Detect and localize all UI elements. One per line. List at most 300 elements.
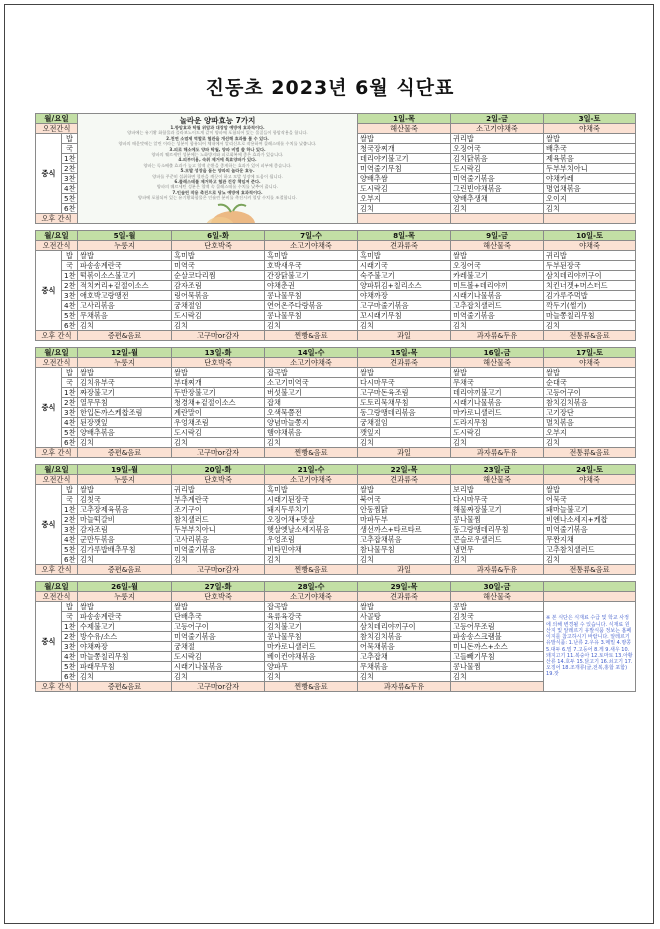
onion-notice-line: 1.항암효과 탁월 위암과 대장암 예방에 효과적이다. [170,125,265,130]
menu-item: 흑미밥 [172,251,265,261]
menu-item: 김치 [78,672,172,682]
menu-item: 육류육강국 [265,612,358,622]
page-title: 진동초 2023년 6월 식단표 [205,77,455,99]
pm-snack: 과일 [358,331,451,341]
week-header-row [36,231,636,241]
am-snack-row [36,241,636,251]
menu-item: 시래기국 [358,261,451,271]
meal-category: 밥 [62,251,78,261]
menu-item: 치킨너겟+머스터드 [544,281,636,291]
am-snack: 단호박죽 [172,241,265,251]
am-snack: 해산물죽 [451,475,544,485]
am-snack: 소고기야채죽 [265,358,358,368]
day-date: 8일-목 [358,231,451,241]
am-snack: 해산물죽 [358,124,451,134]
am-snack [544,592,636,602]
day-date: 14일-수 [265,348,358,358]
menu-item: 김치 [265,321,358,331]
am-snack: 견과류죽 [358,358,451,368]
day-date: 23일-금 [451,465,544,475]
menu-item: 미역국 [172,261,265,271]
menu-item: 미역줄기볶음 [544,525,636,535]
day-date: 27일-화 [172,582,265,592]
menu-item: 감자조림 [172,281,265,291]
menu-item: 김치 [544,555,636,565]
menu-item: 쌀밥 [78,368,172,378]
menu-item: 무채볶음 [78,311,172,321]
meal-category: 3찬 [62,174,78,184]
menu-item: 김치닭볶음 [451,154,544,164]
menu-item: 쌀밥 [358,602,451,612]
menu-item: 배추국 [544,144,636,154]
week-spacer-cell [36,458,636,465]
meal-row [36,418,636,428]
meal-row [36,291,636,301]
pm-snack-row [36,565,636,575]
day-date: 12일-월 [78,348,172,358]
menu-item: 마늘떡갈비 [78,515,172,525]
menu-item: 야채카레 [544,174,636,184]
menu-item: 고추참치샐러드 [544,545,636,555]
menu-item: 부추계란국 [172,495,265,505]
week-header-row [36,348,636,358]
menu-item: 잡곡밥 [265,602,358,612]
menu-item: 고추잡채볶음 [358,535,451,545]
am-snack: 야채죽 [544,124,636,134]
onion-notice-line: 양파에 포함되어 있는 유기황화합물은 인슐린 분비를 촉진시켜 혈당 수치를 조절합니다. [138,195,297,201]
day-date: 7일-수 [265,231,358,241]
meal-category: 국 [62,495,78,505]
day-date: 28일-수 [265,582,358,592]
menu-item: 소고기미역국 [265,378,358,388]
pm-snack: 전통류&음료 [544,448,636,458]
menu-item: 미니돈까스+소스 [451,642,544,652]
meal-row [36,398,636,408]
menu-item: 귀리밥 [451,134,544,144]
pm-snack-label: 오후 간식 [36,565,78,575]
menu-item: 보리밥 [451,485,544,495]
pm-snack-label: 오후 간식 [36,214,78,224]
menu-item: 군만두볶음 [78,535,172,545]
menu-item: 햇살옛날소세지볶음 [265,525,358,535]
lunch-label: 중식 [36,485,62,565]
menu-item: 미역줄기무침 [358,164,451,174]
menu-item: 감자조림 [78,525,172,535]
menu-item: 김치 [265,672,358,682]
am-snack: 소고기야채죽 [265,592,358,602]
menu-item: 데리야끼불고기 [451,388,544,398]
meal-category: 4찬 [62,535,78,545]
menu-page [4,4,654,924]
onion-notice-line: 양파의 퀘르세틴 성분은 혈액 속 콜레스테롤 수치를 낮추어 줍니다. [156,184,279,190]
menu-item: 흑미밥 [265,251,358,261]
menu-item: 콩나물무침 [265,291,358,301]
menu-item: 마늘쫑칠리무침 [544,311,636,321]
pm-snack: 고구마or감자 [172,331,265,341]
menu-item: 김치유부국 [78,378,172,388]
menu-item: 미역줄기볶음 [172,545,265,555]
menu-item: 흑미밥 [358,251,451,261]
meal-category: 4찬 [62,418,78,428]
day-date: 30일-금 [451,582,544,592]
allergy-notice [544,602,636,692]
am-snack: 견과류죽 [358,475,451,485]
day-date: 2일-금 [451,114,544,124]
week-header-row [36,465,636,475]
onion-notice-line: 양파를 꾸준히 섭취하면 혈관을 깨끗이 하고 모발 성장에 도움이 됩니다. [152,173,283,179]
menu-item: 궁채절임 [172,301,265,311]
meal-category: 5찬 [62,194,78,204]
day-date: 10일-토 [544,231,636,241]
menu-item: 마파두부 [358,515,451,525]
menu-item: 고사리볶음 [172,535,265,545]
menu-item: 오징어국 [451,144,544,154]
pm-snack-row [36,331,636,341]
pm-snack: 과자류&두유 [358,682,451,692]
menu-item: 조기구이 [172,505,265,515]
menu-item: 두반장불고기 [172,388,265,398]
meal-row [36,301,636,311]
menu-item: 콩나물무침 [265,311,358,321]
menu-item: 미역줄기볶음 [172,632,265,642]
pm-snack-label: 오후 간식 [36,331,78,341]
menu-item: 시래기된장국 [265,495,358,505]
menu-item: 돼마늘불고기 [544,505,636,515]
week-spacer-cell [36,575,636,582]
lunch-label: 중식 [36,251,62,331]
onion-icon [198,200,268,224]
meal-category: 5찬 [62,428,78,438]
week-spacer-cell [36,224,636,231]
meal-category: 6찬 [62,672,78,682]
menu-item: 잡채 [265,398,358,408]
pm-snack: 증편&음료 [78,331,172,341]
day-date: 24일-토 [544,465,636,475]
day-date: 20일-화 [172,465,265,475]
menu-item: 간장닭불고기 [265,271,358,281]
am-snack-row [36,475,636,485]
meal-row [36,261,636,271]
meal-row [36,485,636,495]
meal-category: 4찬 [62,301,78,311]
am-snack: 해산물죽 [451,358,544,368]
meal-row [36,368,636,378]
menu-item: 쌀밥 [78,251,172,261]
menu-item: 데리야키불고기 [358,154,451,164]
day-date: 15일-목 [358,348,451,358]
meal-category: 3찬 [62,291,78,301]
pm-snack [544,214,636,224]
meal-row [36,495,636,505]
menu-item: 야채까장 [358,291,451,301]
onion-notice-line: 3.피로 해소에도 양파 탁월, 양파 비법 쓸 하나 있다. [169,146,266,152]
menu-item: 고등어무조림 [451,622,544,632]
menu-item: 콘슬로우샐러드 [451,535,544,545]
menu-item: 삼치데리야끼구이 [544,271,636,281]
pm-snack-label: 오후 간식 [36,448,78,458]
meal-category: 1찬 [62,505,78,515]
onion-notice-line: 6.콜레스테롤 제거하고 혈관 건강 책임져 준다. [174,179,261,185]
onion-notice-body [80,116,355,224]
day-date: 26일-월 [78,582,172,592]
menu-item: 참치김치볶음 [358,632,451,642]
day-date [544,582,636,592]
meal-category: 3찬 [62,408,78,418]
menu-item: 고추잡치샐러드 [451,301,544,311]
menu-item: 김치 [544,204,636,214]
week-spacer [36,575,636,582]
menu-item: 김치 [451,321,544,331]
menu-item: 사골탕 [358,612,451,622]
menu-item: 두부부치아니 [544,164,636,174]
am-snack-label: 오전간식 [36,358,78,368]
meal-row [36,388,636,398]
menu-item: 쌀밥 [451,368,544,378]
pm-snack-label: 오후 간식 [36,682,78,692]
day-date: 6일-화 [172,231,265,241]
meal-category: 6찬 [62,204,78,214]
menu-item: 계란말이 [172,408,265,418]
menu-item: 열무무침 [78,398,172,408]
meal-category: 3찬 [62,642,78,652]
meal-row [36,525,636,535]
menu-item: 참치김치볶음 [544,398,636,408]
menu-item: 고구마줄기볶음 [358,301,451,311]
menu-item: 도라지무침 [451,418,544,428]
onion-notice-line: 양파는 독소배출 효과가 높고 혈액 순환을 좋게하는 효과가 있어 피부에 좋습니다. [143,162,292,168]
menu-item: 쌀밥 [544,485,636,495]
meal-category: 4찬 [62,184,78,194]
onion-notice-line: 양파의 매운맛에는 알린 이라는 성분이 함유되어 체내에서 알리신으로 작용하여 콜레스테롤 수치를 낮춥니다. [118,141,317,147]
menu-item: 파송송계란국 [78,612,172,622]
menu-item: 오부지 [358,194,451,204]
menu-item: 김치 [544,438,636,448]
day-date: 17일-토 [544,348,636,358]
menu-item: 오부지 [544,428,636,438]
menu-item: 두부된장국 [544,261,636,271]
menu-item: 마늘쫑칠리무침 [78,652,172,662]
pm-snack [451,682,544,692]
menu-item: 궁채절임 [358,418,451,428]
day-date: 22일-목 [358,465,451,475]
pm-snack-row [36,448,636,458]
menu-item: 김치 [265,438,358,448]
meal-row [36,271,636,281]
menu-item: 시래기나물볶음 [451,398,544,408]
menu-item: 두부부치아니 [172,525,265,535]
menu-item: 미역줄기볶음 [451,174,544,184]
menu-item: 된장깻잎 [78,418,172,428]
week-day-label: 월/요일 [36,465,78,475]
week-day-label: 월/요일 [36,348,78,358]
onion-notice-line: 양파에는 유기황 화합물과 플라보노이드계 같이 양파에 포함되어 있는 물질들이 항암작용을 합니다. [127,130,308,136]
menu-item: 단배추국 [172,612,265,622]
menu-item: 비엔나소세지+케찹 [544,515,636,525]
menu-item: 김치 [451,555,544,565]
menu-item: 도시락김 [358,184,451,194]
am-snack: 단호박죽 [172,358,265,368]
menu-item: 양배추볶음 [78,428,172,438]
am-snack: 해산물죽 [451,241,544,251]
meal-category: 밥 [62,485,78,495]
pm-snack: 찐빵&음료 [265,565,358,575]
day-date: 1일-목 [358,114,451,124]
am-snack-label: 오전간식 [36,124,78,134]
menu-item: 링어묵볶음 [172,291,265,301]
am-snack: 견과류죽 [358,241,451,251]
pm-snack: 찐빵&음료 [265,682,358,692]
menu-item: 어묵국 [544,495,636,505]
meal-category: 국 [62,144,78,154]
meal-category: 1찬 [62,622,78,632]
lunch-label: 중식 [36,602,62,682]
meal-category: 국 [62,378,78,388]
menu-item: 쌀밥 [172,602,265,612]
menu-item: 연어온주다랑볶음 [265,301,358,311]
menu-item: 김치 [358,672,451,682]
meal-row [36,311,636,321]
meal-row [36,545,636,555]
lunch-label: 중식 [36,134,62,214]
menu-item: 고추장제육볶음 [78,505,172,515]
menu-item: 멸치볶음 [544,418,636,428]
am-snack: 누룽지 [78,241,172,251]
week-day-label: 월/요일 [36,582,78,592]
meal-category: 3찬 [62,525,78,535]
menu-item: 김치 [172,672,265,682]
week-spacer [36,341,636,348]
am-snack-label: 오전간식 [36,592,78,602]
menu-item: 도시락김 [172,311,265,321]
menu-item: 야채짜장 [78,642,172,652]
menu-item: 귀리밥 [172,485,265,495]
menu-item: 해물짜장불고기 [451,505,544,515]
day-date: 3일-토 [544,114,636,124]
pm-snack: 찐빵&음료 [265,331,358,341]
week-spacer [36,458,636,465]
menu-item: 쌀밥 [451,251,544,261]
pm-snack: 과일 [358,565,451,575]
menu-item: 오색묵쯤전 [265,408,358,418]
menu-item: 숙주불고기 [358,271,451,281]
menu-item: 깻잎지 [358,428,451,438]
am-snack: 야채죽 [544,358,636,368]
menu-item: 김가루주먹밥 [544,291,636,301]
pm-snack: 과자류&두유 [451,565,544,575]
am-snack: 단호박죽 [172,592,265,602]
meal-category: 밥 [62,602,78,612]
menu-item: 고들빼기무침 [451,652,544,662]
menu-item: 제육볶음 [544,154,636,164]
meal-category: 밥 [62,368,78,378]
week-header-row [36,114,636,124]
meal-row [36,378,636,388]
meal-category: 5찬 [62,662,78,672]
week-spacer-cell [36,341,636,348]
menu-item: 고등어구이 [544,388,636,398]
menu-item: 쌀밥 [78,485,172,495]
menu-item: 방수유/소스 [78,632,172,642]
menu-item: 양념마늘쫑지 [265,418,358,428]
menu-item: 오징어국 [451,261,544,271]
menu-item: 고기장단 [544,408,636,418]
meal-row [36,515,636,525]
menu-item: 동그랑땡데리볶음 [358,408,451,418]
menu-item: 김치 [172,555,265,565]
meal-category: 밥 [62,134,78,144]
menu-item: 참나물무침 [358,545,451,555]
menu-item: 청국장찌개 [358,144,451,154]
menu-item: 김치 [544,321,636,331]
menu-item: 김치 [358,204,451,214]
menu-item: 베이컨야채볶음 [265,652,358,662]
meal-row [36,438,636,448]
am-snack: 소고기야채죽 [265,241,358,251]
menu-item: 김칫국 [78,495,172,505]
menu-item: 도시락김 [451,164,544,174]
onion-notice-line: 7.인슐린 작용 촉진으로 당뇨 예방에 효과적이다. [172,189,263,195]
menu-item: 쌀밥 [544,134,636,144]
menu-item: 콩밥 [451,602,544,612]
menu-item: 파송송계란국 [78,261,172,271]
meal-category: 국 [62,261,78,271]
menu-item: 시래기나물볶음 [451,291,544,301]
menu-item: 마카로니샐러드 [451,408,544,418]
menu-item: 도시락김 [172,652,265,662]
menu-item: 짜장불고기 [78,388,172,398]
menu-item: 김가루밥배추무침 [78,545,172,555]
pm-snack: 찐빵&음료 [265,448,358,458]
day-date: 5일-월 [78,231,172,241]
meal-category: 6찬 [62,438,78,448]
am-snack: 단호박죽 [172,475,265,485]
meal-category: 2찬 [62,632,78,642]
menu-item: 안동찜닭 [358,505,451,515]
menu-item: 양파튀김+칠리소스 [358,281,451,291]
allergy-notice-text: ※ 본 식단은 식재료 수급 및 학교 사정에 의해 변경될 수 있습니다. 식재료 원산지 및 알레르기 유발식품 정보는 홈페이지를 참고하시기 바랍니다. 알레르기 유발식품: 1.난류 2.우유 3.메밀 4.땅콩 5.대두 6.밀 7.고등어 8.게 9.새우 10.돼지고기 11.복숭아 12.토마토 13.아황산류 14.호두 15.닭고기 16.쇠고기 17.오징어 18.조개류(굴,전복,홍합 포함) 19.잣 [546,615,633,678]
menu-item: 콩나물무침 [265,632,358,642]
menu-item: 무짠지채 [544,535,636,545]
menu-item: 동그랑땡데리무침 [451,525,544,535]
meal-category: 5찬 [62,545,78,555]
am-snack: 소고기야채죽 [451,124,544,134]
pm-snack: 과일 [358,448,451,458]
meal-category: 2찬 [62,164,78,174]
menu-item: 무채볶음 [358,662,451,672]
meal-row [36,602,636,612]
pm-snack: 고구마or감자 [172,448,265,458]
meal-category: 4찬 [62,652,78,662]
menu-item: 양파무 [265,662,358,672]
menu-item: 김치 [451,672,544,682]
am-snack-label: 오전간식 [36,241,78,251]
menu-item: 순살코다리찜 [172,271,265,281]
menu-item: 북어국 [358,495,451,505]
menu-item: 김치 [451,204,544,214]
onion-notice-line: 양파의 퀘르세틴 성분에는 노화방지와 피로회복에 좋은 효과가 있습니다. [151,152,284,158]
menu-item: 마카로니샐러드 [265,642,358,652]
menu-item: 고구마돈육조림 [358,388,451,398]
meal-row [36,408,636,418]
menu-item: 쌀밥 [78,602,172,612]
menu-item: 비타민야채 [265,545,358,555]
menu-item: 시래기나물볶음 [172,662,265,672]
menu-item: 도토리묵채무침 [358,398,451,408]
day-date: 9일-금 [451,231,544,241]
menu-item: 우엉조림 [265,535,358,545]
menu-item: 떡볶이소스불고기 [78,271,172,281]
menu-item: 카레불고기 [451,271,544,281]
